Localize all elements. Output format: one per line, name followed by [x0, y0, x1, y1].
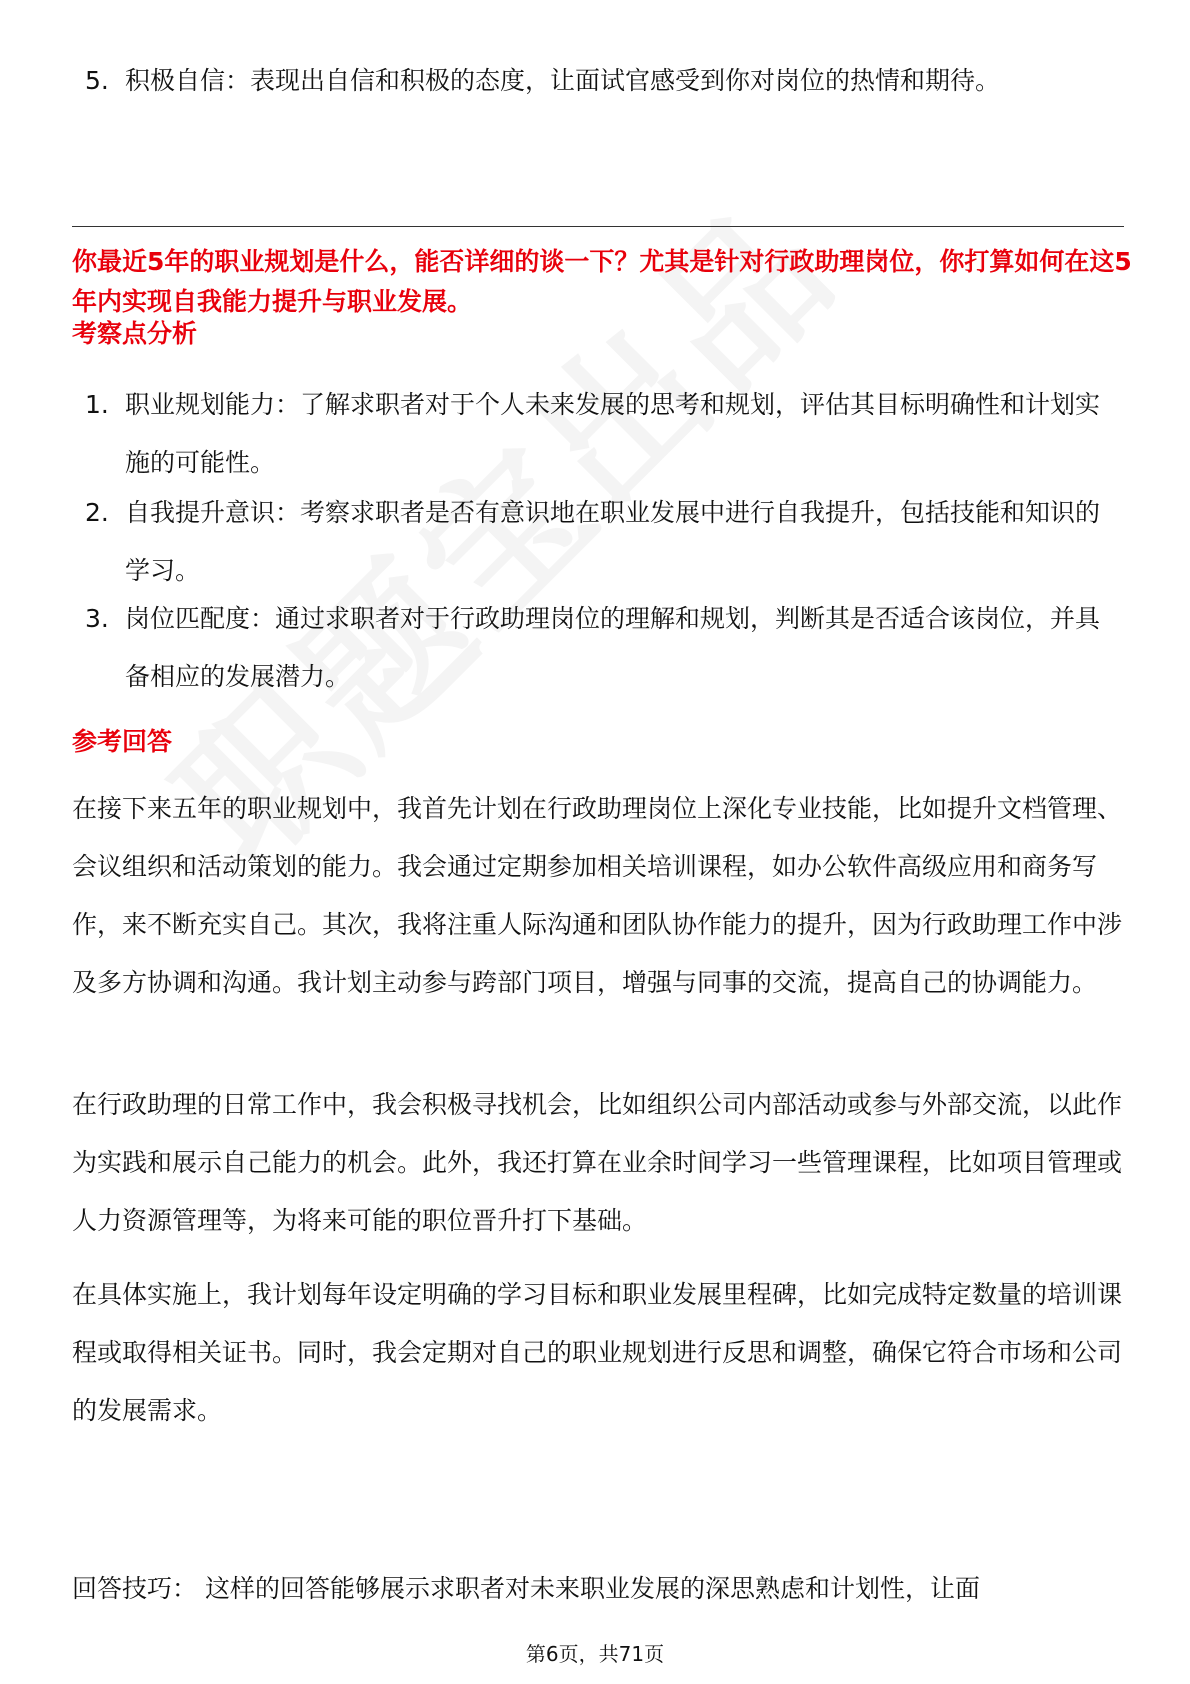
page-number: 第6页，共71页: [525, 1642, 665, 1666]
answer-paragraph: 在接下来五年的职业规划中，我首先计划在行政助理岗位上深化专业技能，比如提升文档管理、会议组织和活动策划的能力。我会通过定期参加相关培训课程，如办公软件高级应用和商务写作，来不断充实自己。其次，我将注重人际沟通和团队协作能力的提升，因为行政助理工作中涉及多方协调和沟通。我计划主动参与跨部门项目，增强与同事的交流，提高自己的协调能力。: [72, 794, 1123, 997]
list-number: 3.: [85, 604, 109, 633]
list-item-text: 岗位匹配度：通过求职者对于行政助理岗位的理解和规划，判断其是否适合该岗位，并具备相应的发展潜力。: [125, 604, 1101, 691]
list-number: 1.: [85, 390, 109, 419]
list-item-text: 积极自信：表现出自信和积极的态度，让面试官感受到你对岗位的热情和期待。: [125, 66, 1001, 95]
list-item-text: 自我提升意识：考察求职者是否有意识地在职业发展中进行自我提升，包括技能和知识的学习。: [125, 498, 1101, 585]
analysis-heading: 考察点分析: [72, 319, 198, 348]
answer-paragraph: 在行政助理的日常工作中，我会积极寻找机会，比如组织公司内部活动或参与外部交流，以此作为实践和展示自己能力的机会。此外，我还打算在业余时间学习一些管理课程，比如项目管理或人力资源管理等，为将来可能的职位晋升打下基础。: [72, 1090, 1123, 1235]
answer-heading: 参考回答: [72, 727, 173, 756]
list-number: 5.: [85, 66, 109, 95]
list-number: 2.: [85, 498, 109, 527]
answer-paragraph: 在具体实施上，我计划每年设定明确的学习目标和职业发展里程碑，比如完成特定数量的培训课程或取得相关证书。同时，我会定期对自己的职业规划进行反思和调整，确保它符合市场和公司的发展需求。: [72, 1280, 1123, 1425]
section-divider: [72, 226, 1124, 227]
answer-tip: 回答技巧： 这样的回答能够展示求职者对未来职业发展的深思熟虑和计划性，让面: [72, 1574, 980, 1603]
interview-question: 你最近5年的职业规划是什么，能否详细的谈一下？尤其是针对行政助理岗位，你打算如何在这5年内实现自我能力提升与职业发展。: [72, 247, 1132, 316]
list-item-text: 职业规划能力：了解求职者对于个人未来发展的思考和规划，评估其目标明确性和计划实施的可能性。: [125, 390, 1101, 477]
